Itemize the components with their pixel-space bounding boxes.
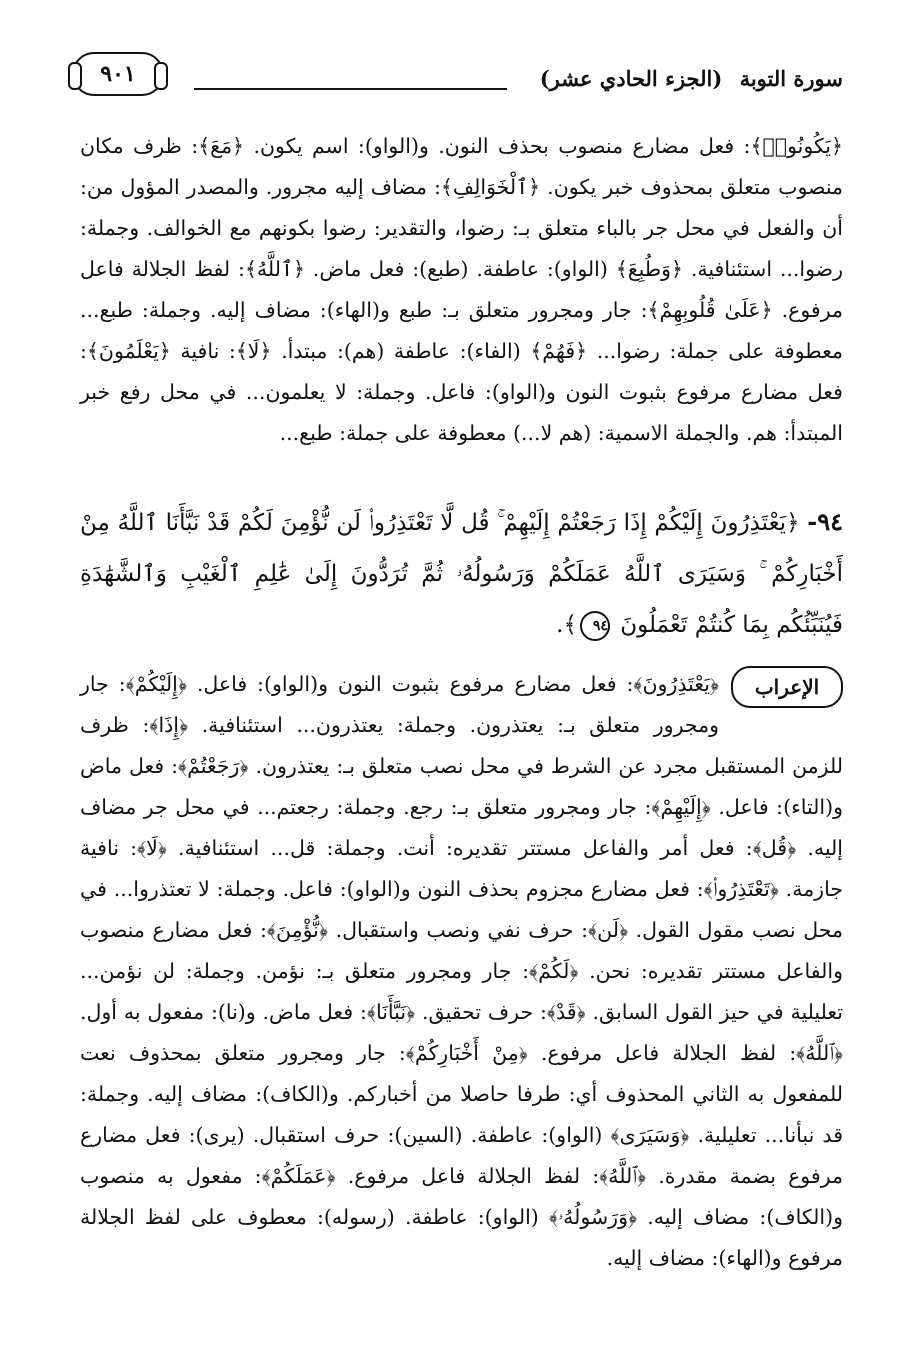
grammar-analysis-continued: [80, 126, 843, 454]
verse-closing: ﴾.: [556, 612, 577, 638]
irab-paragraph: ﴿يَعْتَذِرُونَ﴾: فعل مضارع مرفوع بثبوت النون و(الواو): فاعل. ﴿إِلَيْكُمْ﴾: جار ومجرور متعلق بـ: يعتذرون. وجملة: يعتذرون... استئنافية. ﴿إِذَا﴾: ظرف للزمن المستقبل مجرد عن الشرط في محل نصب متعلق بـ: يعتذرون. ﴿رَجَعْتُمْ﴾: فعل ماض و(التاء): فاعل. ﴿إِلَيْهِمْ﴾: جار ومجرور متعلق بـ: رجع. وجملة: رجعتم... في محل جر مضاف إليه. ﴿قُل﴾: فعل أمر والفاعل مستتر تقديره: أنت. وجملة: قل... استئنافية. ﴿لَا﴾: نافية جازمة. ﴿تَعْتَذِرُوا۟﴾: فعل مضارع مجزوم بحذف النون و(الواو): فاعل. وجملة: لا تعتذروا... في محل نصب مقول القول. ﴿لَن﴾: حرف نفي ونصب واستقبال. ﴿نُّؤْمِنَ﴾: فعل مضارع منصوب والفاعل مستتر تقديره: نحن. ﴿لَكُمْ﴾: جار ومجرور متعلق بـ: نؤمن. وجملة: لن نؤمن... تعليلية في حيز القول السابق. ﴿قَدْ﴾: حرف تحقيق. ﴿نَبَّأَنَا﴾: فعل ماض. و(نا): مفعول به أول. ﴿ٱللَّهُ﴾: لفظ الجلالة فاعل مرفوع. ﴿مِنْ أَخْبَارِكُمْ﴾: جار ومجرور متعلق بمحذوف نعت للمفعول به الثاني المحذوف أي: طرفا حاصلا من أخباركم. و(الكاف): مضاف إليه. وجملة: قد نبأنا... تعليلية. ﴿وَسَيَرَى﴾ (الواو): عاطفة. (السين): حرف استقبال. (يرى): فعل مضارع مرفوع بضمة مقدرة. ﴿ٱللَّهُ﴾: لفظ الجلالة فاعل مرفوع. ﴿عَمَلَكُمْ﴾: مفعول به منصوب و(الكاف): مضاف إليه. ﴿وَرَسُولُهُۥ﴾ (الواو): عاطفة. (رسوله): معطوف على لفظ الجلالة مرفوع و(الهاء): مضاف إليه.: [80, 672, 843, 1270]
grammar-analysis: [80, 664, 843, 1279]
analysis-paragraph: ﴿يَكُونُوا۟﴾: فعل مضارع منصوب بحذف النون. و(الواو): اسم يكون. ﴿مَعَ﴾: ظرف مكان منصوب متعلق بمحذوف خبر يكون. ﴿ٱلْخَوَالِفِ﴾: مضاف إليه مجرور. والمصدر المؤول من: أن والفعل في محل جر بالباء متعلق بـ: رضوا، والتقدير: رضوا بكونهم مع الخوالف. وجملة: رضوا... استئنافية. ﴿وَطُبِعَ﴾ (الواو): عاطفة. (طبع): فعل ماض. ﴿ٱللَّهُ﴾: لفظ الجلالة فاعل مرفوع. ﴿عَلَىٰ قُلُوبِهِمْ﴾: جار ومجرور متعلق بـ: طبع و(الهاء): مضاف إليه. وجملة: طبع... معطوفة على جملة: رضوا... ﴿فَهُمْ﴾ (الفاء): عاطفة (هم): مبتدأ. ﴿لَا﴾: نافية ﴿يَعْلَمُونَ﴾: فعل مضارع مرفوع بثبوت النون و(الواو): فاعل. وجملة: لا يعلمون... في محل رفع خبر المبتدأ: هم. والجملة الاسمية: (هم لا...) معطوفة على جملة: طبع...: [80, 134, 843, 445]
verse-text: ﴿يَعْتَذِرُونَ إِلَيْكُمْ إِذَا رَجَعْتُمْ إِلَيْهِمْ ۚ قُل لَّا تَعْتَذِرُوا۟ لَن نُّؤْمِنَ لَكُمْ قَدْ نَبَّأَنَا ٱللَّهُ مِنْ أَخْبَارِكُمْ ۚ وَسَيَرَى ٱللَّهُ عَمَلَكُمْ وَرَسُولُهُۥ ثُمَّ تُرَدُّونَ إِلَىٰ عَٰلِمِ ٱلْغَيْبِ وَٱلشَّهَٰدَةِ فَيُنَبِّئُكُم بِمَا كُنتُمْ تَعْمَلُونَ: [80, 510, 843, 638]
surah-name: سورة التوبة: [739, 66, 843, 91]
quran-verse: [80, 496, 843, 651]
header-rule: [194, 88, 507, 90]
page-number: ٩٠١: [72, 52, 164, 96]
juz-label: (الجزء الحادي عشر): [539, 66, 723, 91]
irab-heading: الإعراب: [731, 666, 843, 708]
running-title: [540, 66, 843, 91]
page-header: [72, 52, 843, 100]
ayah-end-marker: ٩٤: [580, 611, 610, 641]
verse-number: ٩٤-: [807, 507, 843, 536]
